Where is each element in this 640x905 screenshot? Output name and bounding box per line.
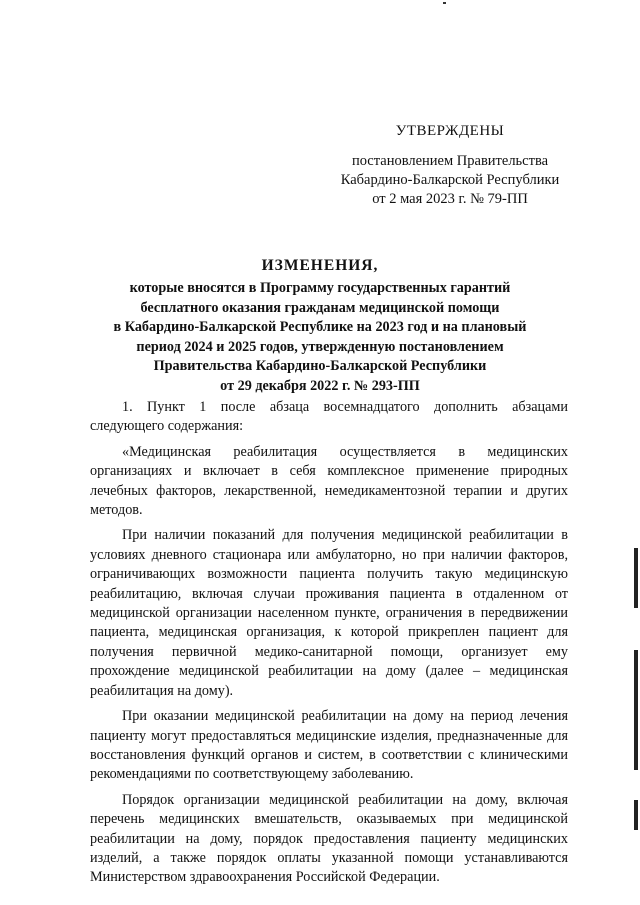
heading-title: ИЗМЕНЕНИЯ, xyxy=(261,257,379,274)
heading-line: от 29 декабря 2022 г. № 293-ПП xyxy=(220,377,420,394)
approval-title: УТВЕРЖДЕНЫ xyxy=(395,123,505,139)
scan-edge-mark xyxy=(634,548,638,608)
heading-line: которые вносятся в Программу государственных гарантий xyxy=(129,280,511,296)
document-body xyxy=(90,398,568,894)
heading-line: период 2024 и 2025 годов, утвержденную постановлением xyxy=(136,338,504,355)
body-paragraph: 1. Пункт 1 после абзаца восемнадцатого дополнить абзацами следующего содержания: xyxy=(90,399,568,435)
scan-edge-mark xyxy=(634,650,638,770)
scan-edge-mark xyxy=(634,800,638,830)
approval-line: Кабардино-Балкарской Республики xyxy=(340,172,560,188)
heading-line: в Кабардино-Балкарской Республике на 2023 год и на плановый xyxy=(113,319,527,335)
heading-line: Правительства Кабардино-Балкарской Республики xyxy=(153,358,487,374)
approval-line: от 2 мая 2023 г. № 79-ПП xyxy=(372,191,528,207)
approval-line: постановлением Правительства xyxy=(351,153,549,169)
scan-mark xyxy=(443,2,446,4)
body-paragraph: «Медицинская реабилитация осуществляется в медицинских организациях и включает в себя комплексное применение природных лечебных факторов, лекарственной, немедикаментозной терапии и других методов. xyxy=(90,443,568,519)
body-paragraph: При оказании медицинской реабилитации на дому на период лечения пациенту могут предоставляться медицинские изделия, предназначенные для восстановления функций органов и систем, в соответствии с клиническими рекомендациями по соответствующему заболеванию. xyxy=(90,708,568,783)
heading-line: бесплатного оказания гражданам медицинской помощи xyxy=(140,299,500,316)
body-paragraph: При наличии показаний для получения медицинской реабилитации в условиях дневного стационара или амбулаторно, но при наличии факторов, ограничивающих возможности пациента получить такую медицинскую реабилитацию, включая случаи проживания пациента в отдаленном от медицинской организации населенном пункте, ограничения в передвижении пациента, медицинская организация, к которой прикреплен пациент для получения первичной медико-санитарной помощи, организует ему прохождение медицинской реабилитации на дому (далее – медицинская реабилитация на дому). xyxy=(90,527,568,699)
body-paragraph: Порядок организации медицинской реабилитации на дому, включая перечень медицинских вмешательств, оказываемых при медицинской реабилитации на дому, порядок предоставления пациенту медицинских изделий, а также порядок оплаты указанной помощи устанавливаются Министерством здравоохранения Российской Федерации. xyxy=(90,791,568,886)
approval-block xyxy=(300,122,600,209)
document-heading xyxy=(80,256,560,396)
